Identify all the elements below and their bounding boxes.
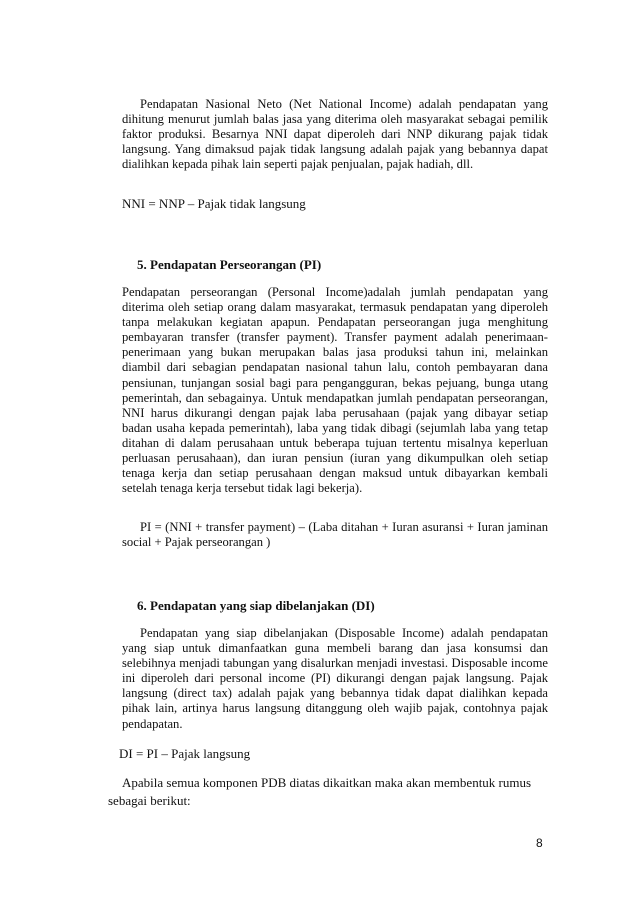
- nni-definition-block: [122, 97, 548, 172]
- nni-formula-block: [122, 196, 548, 212]
- di-formula: DI = PI – Pajak langsung: [119, 746, 251, 761]
- pi-formula: PI = (NNI + transfer payment) – (Laba ditahan + Iuran asuransi + Iuran jaminan social + Pajak perseorangan ): [122, 520, 548, 550]
- pi-heading: 5. Pendapatan Perseorangan (PI): [137, 257, 322, 272]
- pi-heading-block: [137, 257, 563, 273]
- di-formula-block: [119, 746, 545, 762]
- pi-definition-block: [122, 285, 548, 496]
- pi-definition-paragraph: Pendapatan perseorangan (Personal Income)adalah jumlah pendapatan yang diterima oleh setiap orang dalam masyarakat, termasuk pendapatan yang diperoleh tanpa melakukan kegiatan apapun. Pendapatan perseorangan juga menghitung pembayaran transfer (transfer payment). Transfer payment adalah penerimaan-penerimaan yang bukan merupakan balas jasa produksi tahun ini, melainkan diambil dari sebagian pendapatan nasional tahun lalu, contoh pembayaran dana pensiunan, tunjangan sosial bagi para pengangguran, bekas pejuang, bunga utang pemerintah, dan sebagainya. Untuk mendapatkan jumlah pendapatan perseorangan, NNI harus dikurangi dengan pajak laba perusahaan (pajak yang dibayar setiap badan usaha kepada pemerintah), laba yang tidak dibagi (sejumlah laba yang tetap ditahan di dalam perusahaan untuk beberapa tujuan tertentu misalnya keperluan perluasan perusahaan), dan iuran pensiun (iuran yang dikumpulkan oleh setiap tenaga kerja dan setiap perusahaan dengan maksud untuk dibayarkan kembali setelah tenaga kerja tersebut tidak lagi bekerja).: [122, 285, 548, 496]
- di-heading: 6. Pendapatan yang siap dibelanjakan (DI): [137, 598, 375, 613]
- page-number: 8: [536, 836, 543, 850]
- di-definition-block: [122, 626, 548, 732]
- pi-formula-block: [122, 520, 548, 550]
- nni-formula: NNI = NNP – Pajak tidak langsung: [122, 196, 306, 211]
- closing-line-2: sebagai berikut:: [108, 793, 191, 808]
- di-definition-paragraph: Pendapatan yang siap dibelanjakan (Disposable Income) adalah pendapatan yang siap untuk dimanfaatkan guna membeli barang dan jasa konsumsi dan selebihnya menjadi tabungan yang disalurkan menjadi investasi. Disposable income ini diperoleh dari personal income (PI) dikurangi dengan pajak langsung. Pajak langsung (direct tax) adalah pajak yang bebannya tidak dapat dialihkan kepada pihak lain, artinya harus langsung ditanggung oleh wajib pajak, contohnya pajak pendapatan.: [122, 626, 548, 731]
- nni-definition-paragraph: Pendapatan Nasional Neto (Net National Income) adalah pendapatan yang dihitung menurut jumlah balas jasa yang diterima oleh masyarakat sebagai pemilik faktor produksi. Besarnya NNI dapat diperoleh dari NNP dikurang pajak tidak langsung. Yang dimaksud pajak tidak langsung adalah pajak yang bebannya dapat dialihkan kepada pihak lain seperti pajak penjualan, pajak hadiah, dll.: [122, 97, 548, 172]
- di-heading-block: [137, 598, 563, 614]
- closing-line-1: Apabila semua komponen PDB diatas dikaitkan maka akan membentuk rumus: [122, 775, 532, 790]
- closing-line-1-block: [122, 775, 548, 791]
- closing-line-2-block: [108, 793, 534, 809]
